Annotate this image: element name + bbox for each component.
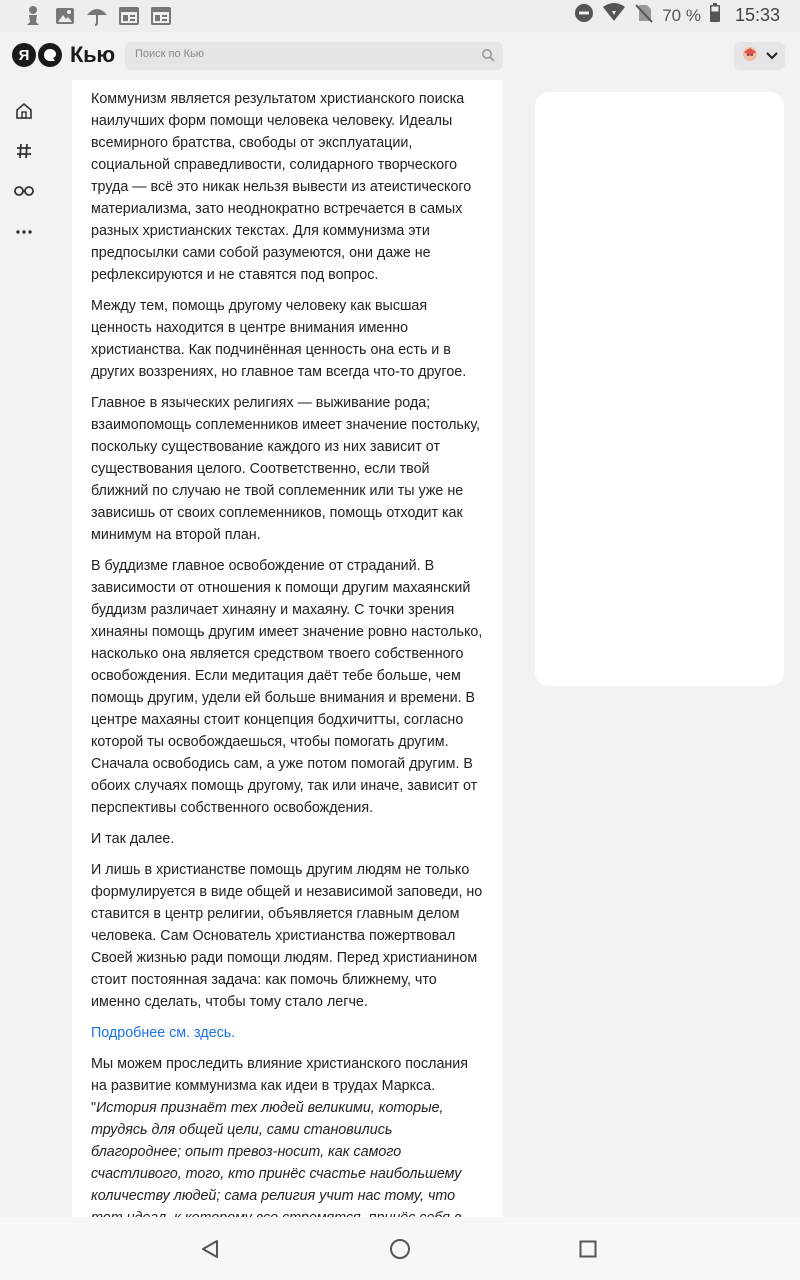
paragraph: Между тем, помощь другому человеку как высшая ценность находится в центре внимания именно христианства. Как подчинённая ценность она есть и в других воззрениях, но главное там всегда что-то другое. — [91, 298, 467, 380]
logo-ya-mark: Я — [12, 43, 36, 67]
avatar — [742, 46, 758, 67]
no-sim-icon — [634, 3, 654, 28]
chess-pawn-icon — [22, 5, 44, 27]
status-bar-notifications — [22, 5, 172, 27]
logo[interactable] — [12, 42, 115, 68]
app-header — [0, 32, 800, 80]
home-icon[interactable] — [12, 99, 36, 123]
chevron-down-icon — [766, 47, 778, 65]
do-not-disturb-icon — [574, 3, 594, 28]
answer-card — [72, 80, 503, 1220]
status-bar — [0, 0, 800, 32]
paragraph: В буддизме главное освобождение от страданий. В зависимости от отношения к помощи другим махаянский буддизм различает хинаяну и махаяну. С точки зрения хинаяны помощь другим имеет значение ровно настолько, насколько она является средством твоего собственного освобождения. Если медитация даёт тебе больше, чем помощь другим, удели ей больше внимания и времени. В центре махаяны стоит концепция бодхичитты, согласно которой ты освобождаешься, чтобы помогать другим. Сначала освободись сам, а уже потом помогай другим. В обоих случаях помощь другому, так или иначе, зависит от перспективы собственного освобождения. — [91, 558, 483, 816]
system-nav-bar — [0, 1217, 800, 1280]
logo-text: Кью — [70, 42, 115, 67]
wifi-icon — [602, 3, 626, 28]
glasses-icon[interactable] — [12, 179, 36, 203]
paragraph: И лишь в христианстве помощь другим людям не только формулируется в виде общей и независимой заповеди, но ставится в центр религии, объявляется главным делом человека. Сам Основатель христианства пожертвовал Своей жизнью ради помощи людям. Перед христианином стоит постоянная задача: как помочь ближнему, что именно сделать, чтобы тому стало легче. — [91, 862, 483, 1010]
search-placeholder: Поиск по Кью — [135, 48, 205, 60]
battery-percent: 70 % — [662, 5, 701, 25]
paragraph: Коммунизм является результатом христианского поиска наилучших форм помощи человека человеку. Идеалы всемирного братства, свободы от эксплуатации, социальной справедливости, солидарного творческого труда — всё это никак нельзя вывести из атеистического материализма, зато неоднократно встречается в самых разных христианских текстах. Для коммунизма эти предпосылки сами собой разумеются, они даже не рефлексируются и не ставятся под вопрос. — [91, 91, 472, 283]
image-icon — [54, 5, 76, 27]
hashtag-icon[interactable] — [12, 139, 36, 163]
clock: 15:33 — [734, 5, 780, 25]
paragraph: И так далее. — [91, 831, 175, 847]
recents-icon[interactable] — [576, 1237, 600, 1261]
more-details-link[interactable]: Подробнее см. здесь. — [91, 1025, 236, 1041]
search-icon[interactable] — [481, 48, 495, 62]
logo-q-mark — [38, 43, 62, 67]
search-input[interactable] — [125, 42, 503, 70]
more-icon[interactable] — [12, 220, 36, 244]
answer-body — [72, 80, 503, 1251]
profile-menu-button[interactable] — [734, 42, 785, 70]
browser-icon — [150, 5, 172, 27]
umbrella-icon — [86, 5, 108, 27]
quote-text: История признаёт тех людей великими, которые, трудясь для общей цели, сами становились благороднее; опыт превоз-носит, как самого счастливого, того, кто принёс счастье наибольшему количеству людей; сама религия учит нас тому, что — [91, 1100, 462, 1204]
browser-icon — [118, 5, 140, 27]
home-circle-icon[interactable] — [388, 1237, 412, 1261]
paragraph-text: Мы можем проследить влияние христианского послания на развитие коммунизма как идеи в трудах Маркса. " — [91, 1056, 469, 1116]
battery-icon — [709, 3, 721, 28]
paragraph-link-wrap — [91, 1022, 484, 1044]
paragraph: Главное в языческих религиях — выживание рода; взаимопомощь соплеменников имеет значение постольку, поскольку существование каждого из них зависит от существования целого. Соответственно, если твой ближний по случаю не твой соплеменник или ты уже не зависишь от своих соплеменников, помощь отходит как минимум на второй план. — [91, 395, 480, 543]
status-bar-system — [574, 3, 780, 28]
back-icon[interactable] — [198, 1237, 222, 1261]
side-panel — [535, 92, 784, 686]
